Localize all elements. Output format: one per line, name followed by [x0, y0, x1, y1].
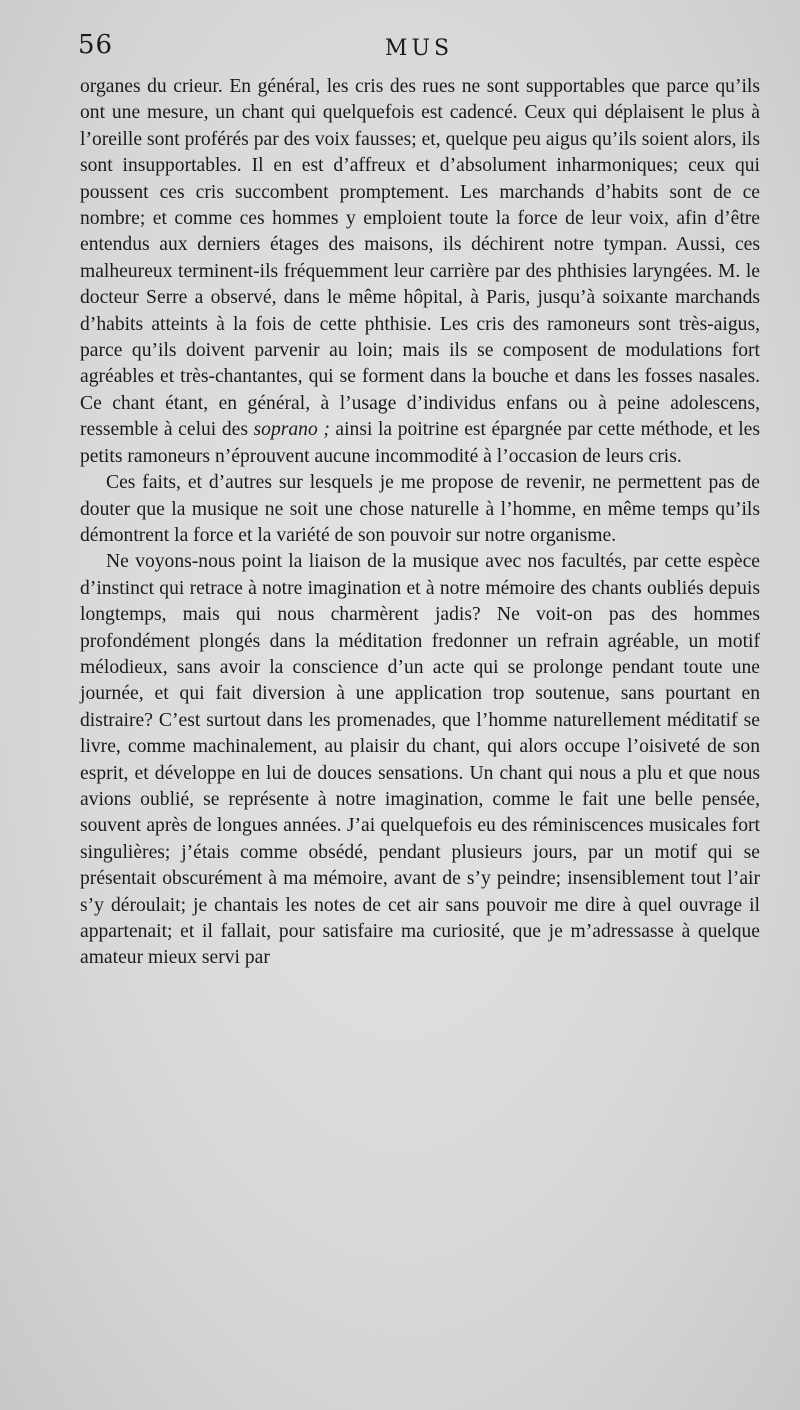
- paragraph-1-text-b: ainsi la poitrine est épargnée par cette méthode, et les petits ramoneurs n’éprouvent aucune incommodité à l’occasion de leurs cris.: [80, 419, 760, 467]
- page-number: 56: [78, 30, 114, 60]
- paragraph-1-text-a: organes du crieur. En général, les cris des rues ne sont supportables que parce qu’ils ont une mesure, un chant qui quelquefois est cadencé. Ceux qui déplaisent le plus à l’oreille sont proférés par des voix fausses; et, quelque peu aigus qu’ils soient alors, ils sont insupportables. Il en est d’affreux et d’absolument inharmoniques; ceux qui poussent ces cris succombent promptement. Les marchands d’habits sont de ce nombre; et comme ces hommes y emploient toute la force de leur voix, afin d’être entendus aux derniers étages des maisons, ils déchirent notre tympan. Aussi, ces malheureux terminent-ils fréquemment leur carrière par des phthisies laryngées. M. le docteur Serre a observé, dans le même hôpital, à Paris, jusqu’à soixante marchands d’habits atteints à la fois de cette phthisie. Les cris des ramoneurs sont très-aigus, parce qu’ils doivent parvenir au loin; mais ils se composent de modulations fort agréables et très-chantantes, qui se forment dans la bouche et dans les fosses nasales. Ce chant étant, en général, à l’usage d’individus enfans ou à peine adolescens, ressemble à celui des: [80, 76, 760, 441]
- paragraph-3: Ne voyons-nous point la liaison de la musique avec nos facultés, par cette espèce d’instinct qui retrace à notre imagination et à notre mémoire des chants oubliés depuis longtemps, mais qui nous charmèrent jadis? Ne voit-on pas des hommes profondément plongés dans la méditation fredonner un refrain agréable, un motif mélodieux, sans avoir la conscience d’un acte qui se prolonge pendant toute une journée, et qui fait diversion à une application trop soutenue, sans pourtant en distraire? C’est surtout dans les promenades, que l’homme naturellement méditatif se livre, comme machinalement, au plaisir du chant, qui alors occupe l’oisiveté de son esprit, et développe en lui de douces sensations. Un chant qui nous a plu et que nous avions oublié, se représente à notre imagination, comme le fait une belle pensée, souvent après de longues années. J’ai quelquefois eu des réminiscences musicales fort singulières; j’étais comme obsédé, pendant plusieurs jours, par un motif qui se présentait obscurément à ma mémoire, avant de s’y peindre; insensiblement tout l’air s’y déroulait; je chantais les notes de cet air sans pouvoir me dire à quel ouvrage il appartenait; et il fallait, pour satisfaire ma curiosité, que je m’adressasse à quelque amateur mieux servi par: [80, 551, 760, 969]
- paragraph-1: [80, 74, 760, 470]
- italic-term-soprano: soprano ;: [253, 419, 330, 441]
- running-head: MUS: [384, 36, 454, 61]
- paragraph-2: Ces faits, et d’autres sur lesquels je me propose de revenir, ne permettent pas de douter que la musique ne soit une chose naturelle à l’homme, en même temps qu’ils démontrent la force et la variété de son pouvoir sur notre organisme.: [80, 472, 760, 546]
- page-header: [78, 30, 760, 66]
- body-text: [80, 74, 760, 972]
